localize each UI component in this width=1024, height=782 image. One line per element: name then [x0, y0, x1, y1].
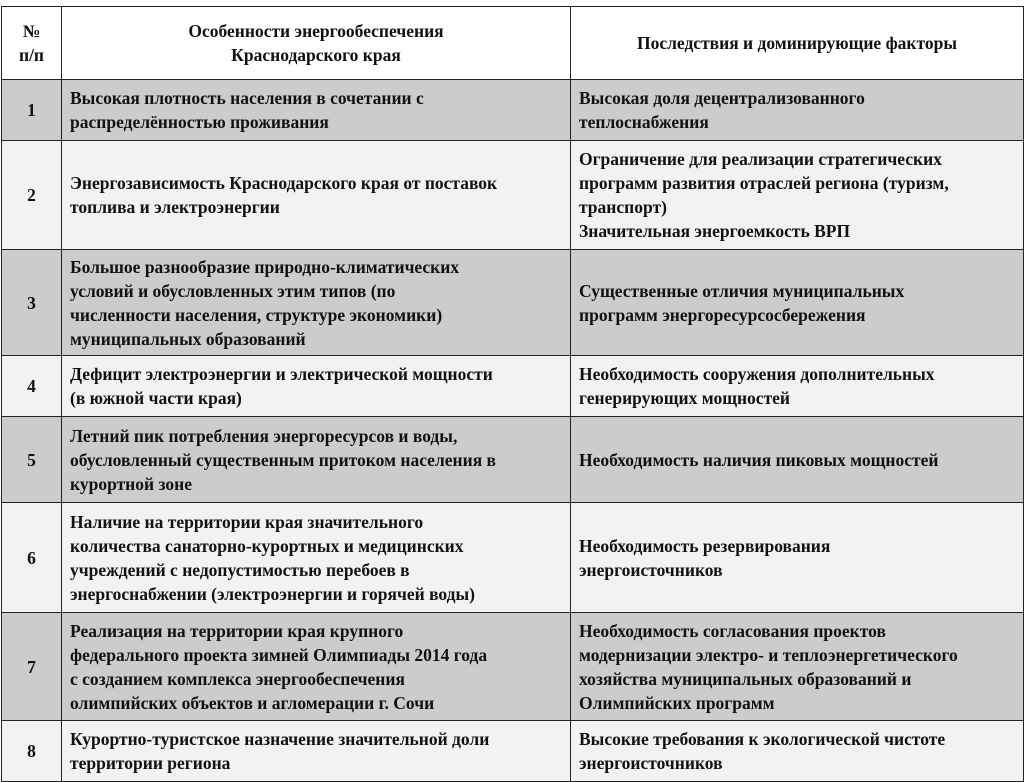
- row-feature: [62, 613, 571, 721]
- header-features-line-2: Краснодарского края: [231, 45, 401, 65]
- header-consequences: [571, 7, 1024, 80]
- table-row: [2, 613, 1024, 721]
- consequence-line: Необходимость согласования проектов: [579, 620, 886, 641]
- row-feature: [62, 417, 571, 503]
- consequence-line: Олимпийских программ: [579, 692, 775, 713]
- row-feature: [62, 80, 571, 141]
- row-number: 7: [2, 613, 62, 721]
- feature-line: олимпийских объектов и агломерации г. Сочи: [70, 692, 435, 713]
- row-consequence: [571, 250, 1024, 356]
- feature-line: территории региона: [70, 753, 231, 773]
- row-number: 6: [2, 503, 62, 613]
- consequence-line: Высокие требования к экологической чистоте: [579, 729, 946, 749]
- feature-line: (в южной части края): [70, 388, 242, 408]
- feature-line: численности населения, структуре экономики): [70, 304, 443, 325]
- feature-line: Большое разнообразие природно-климатических: [70, 256, 460, 277]
- feature-line: распределённостью проживания: [70, 112, 329, 132]
- feature-line: Реализация на территории края крупного: [70, 620, 404, 641]
- row-feature: [62, 721, 571, 782]
- consequence-line: теплоснабжения: [579, 112, 709, 132]
- consequence-line: Необходимость сооружения дополнительных: [579, 364, 935, 384]
- consequence-line: Значительная энергоемкость ВРП: [579, 221, 851, 241]
- feature-line: муниципальных образований: [70, 328, 306, 349]
- feature-line: условий и обусловленных этим типов (по: [70, 280, 396, 301]
- consequence-line: Высокая доля децентрализованного: [579, 88, 865, 108]
- row-number: 4: [2, 356, 62, 417]
- row-number: 8: [2, 721, 62, 782]
- consequence-line: Необходимость резервирования: [579, 535, 831, 556]
- consequence-line: Необходимость наличия пиковых мощностей: [579, 449, 939, 470]
- header-features: [62, 7, 571, 80]
- feature-line: Энергозависимость Краснодарского края от поставок: [70, 173, 498, 193]
- row-consequence: [571, 80, 1024, 141]
- feature-line: обусловленный существенным притоком населения в: [70, 449, 496, 470]
- header-number-line-1: №: [22, 21, 41, 41]
- consequence-line: программ энергоресурсосбережения: [579, 304, 866, 325]
- row-consequence: [571, 417, 1024, 503]
- row-number: 1: [2, 80, 62, 141]
- consequence-line: Существенные отличия муниципальных: [579, 280, 905, 301]
- row-consequence: [571, 141, 1024, 250]
- consequence-line: Ограничение для реализации стратегических: [579, 149, 942, 169]
- row-feature: [62, 141, 571, 250]
- consequence-line: генерирующих мощностей: [579, 388, 791, 408]
- header-number: [2, 7, 62, 80]
- feature-line: Дефицит электроэнергии и электрической мощности: [70, 364, 493, 384]
- feature-line: курортной зоне: [70, 473, 192, 494]
- consequence-line: транспорт): [579, 197, 667, 217]
- table-row: [2, 503, 1024, 613]
- row-number: 2: [2, 141, 62, 250]
- row-consequence: [571, 503, 1024, 613]
- table-row: [2, 250, 1024, 356]
- header-consequences-line-1: Последствия и доминирующие факторы: [636, 33, 958, 53]
- feature-line: энергоснабжении (электроэнергии и горячей воды): [70, 583, 475, 604]
- consequence-line: модернизации электро- и теплоэнергетического: [579, 644, 958, 665]
- feature-line: Летний пик потребления энергоресурсов и воды,: [70, 425, 458, 446]
- feature-line: Наличие на территории края значительного: [70, 511, 424, 532]
- header-number-line-2: п/п: [18, 45, 45, 65]
- consequence-line: энергоисточников: [579, 753, 723, 773]
- row-consequence: [571, 721, 1024, 782]
- feature-line: с созданием комплекса энергообеспечения: [70, 668, 405, 689]
- row-feature: [62, 356, 571, 417]
- consequence-line: хозяйства муниципальных образований и: [579, 668, 912, 689]
- row-number: 5: [2, 417, 62, 503]
- feature-line: топлива и электроэнергии: [70, 197, 280, 217]
- header-features-line-1: Особенности энергообеспечения: [188, 21, 444, 41]
- table-row: [2, 141, 1024, 250]
- row-consequence: [571, 356, 1024, 417]
- table-row: [2, 721, 1024, 782]
- row-number: 3: [2, 250, 62, 356]
- table-row: [2, 80, 1024, 141]
- feature-line: учреждений с недопустимостью перебоев в: [70, 559, 410, 580]
- feature-line: Высокая плотность населения в сочетании с: [70, 88, 424, 108]
- table-row: [2, 356, 1024, 417]
- energy-features-table: [1, 6, 1024, 782]
- table-row: [2, 417, 1024, 503]
- row-feature: [62, 250, 571, 356]
- consequence-line: программ развития отраслей региона (туризм,: [579, 173, 949, 193]
- table-header-row: [2, 7, 1024, 80]
- row-consequence: [571, 613, 1024, 721]
- feature-line: Курортно-туристское назначение значительной доли: [70, 729, 490, 749]
- feature-line: федерального проекта зимней Олимпиады 2014 года: [70, 644, 488, 665]
- row-feature: [62, 503, 571, 613]
- feature-line: количества санаторно-курортных и медицинских: [70, 535, 464, 556]
- consequence-line: энергоисточников: [579, 559, 723, 580]
